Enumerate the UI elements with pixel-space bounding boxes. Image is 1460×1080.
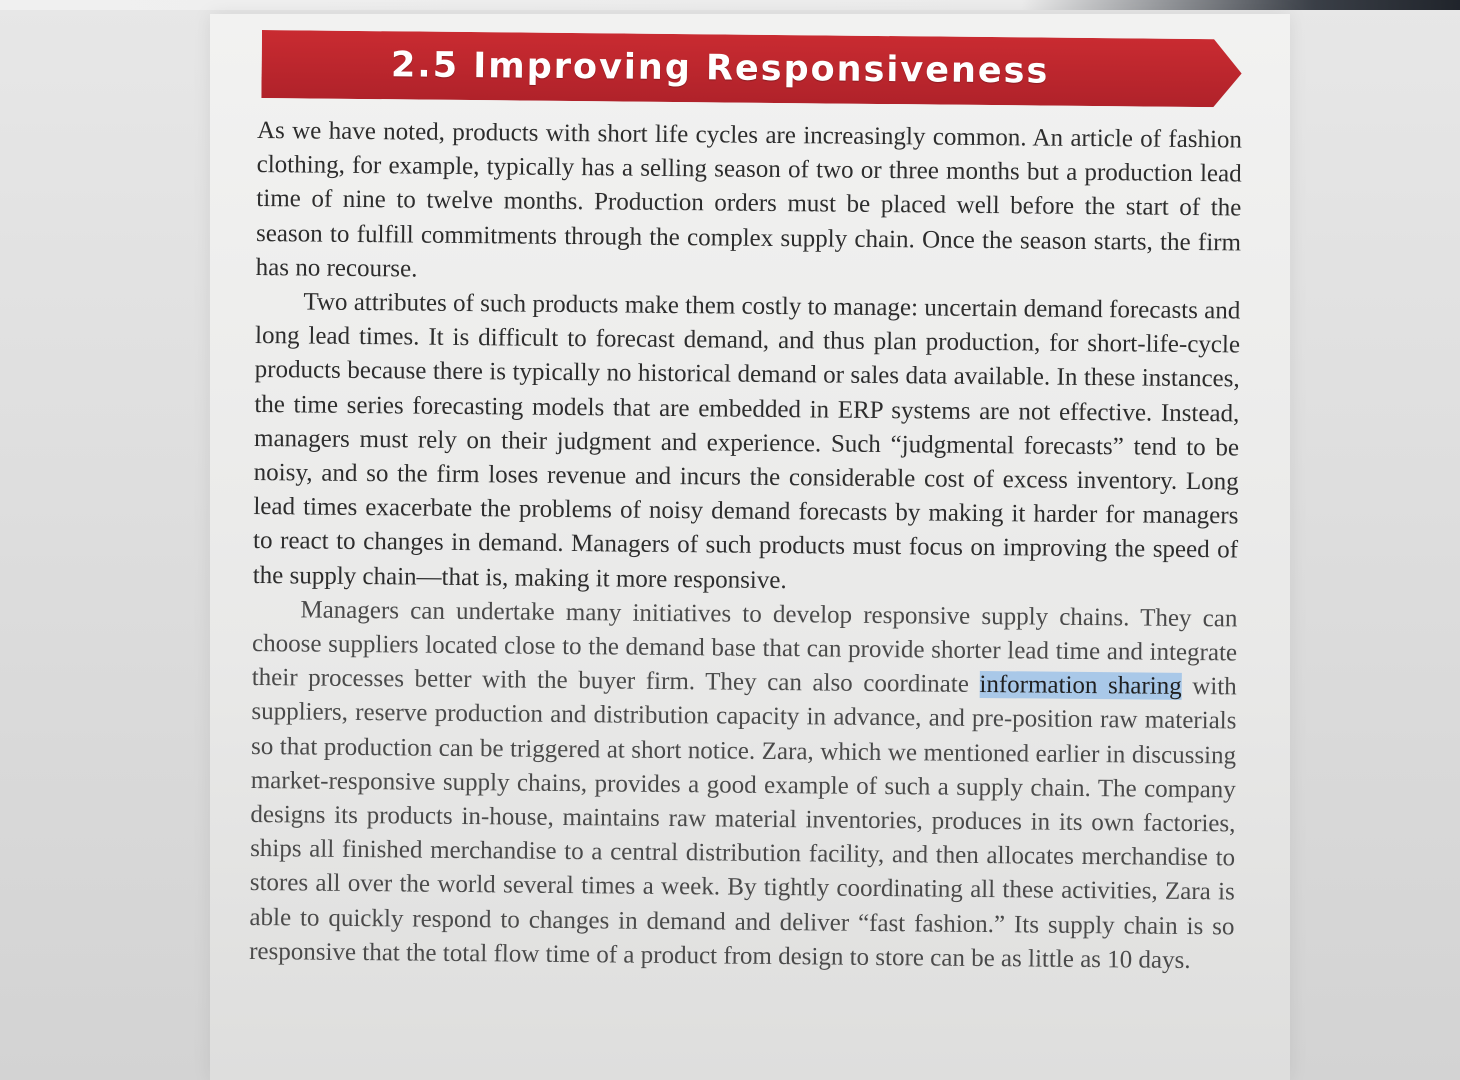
paragraph-3-end: with suppliers, reserve production and distribution capacity in advance, and pre-position raw materials so that production can be triggered at short notice. Zara, which we mentioned earlier in discussing market-responsive supply chains, provides a good example of such a supply chain. The company designs its products in-house, maintains raw material inventories, produces in its own factories, ships all finished merchandise to a central distribution facility, and then allocates merchandise to stores all over the world several times a week. By tightly coordinating all these activities, Zara is able to quickly respond to changes in demand and deliver “fast fashion.” Its supply chain is so responsive that the total flow time of a product from design to store can be as little as 10 days.: [249, 673, 1237, 974]
section-banner: [257, 30, 1243, 107]
paragraph-1: As we have noted, products with short life cycles are increasingly common. An article of fashion clothing, for example, typically has a selling season of two or three months but a production lead time of nine to twelve months. Production orders must be placed well before the start of the season to fulfill commitments through the complex supply chain. Once the season starts, the firm has no recourse.: [255, 116, 1243, 283]
selected-text-highlight[interactable]: information sharing: [979, 671, 1182, 701]
paragraph-3-start: Managers can undertake many initiatives to develop responsive supply chains. They can choose suppliers located close to the demand base that can provide shorter lead time and integrate their processes better with the buyer firm. They can also coordinate: [251, 596, 1238, 699]
section-title: 2.5 Improving Responsiveness: [390, 45, 1050, 92]
paragraph-2: Two attributes of such products make them costly to manage: uncertain demand forecasts and long lead times. It is difficult to forecast demand, and thus plan production, for short-life-cycle products because there is typically no historical demand or sales data available. In these instances, the time series forecasting models that are embedded in ERP systems are not effective. Instead, managers must rely on their judgment and experience. Such “judgmental forecasts” tend to be noisy, and so the firm loses revenue and incurs the considerable cost of excess inventory. Long lead times exacerbate the problems of noisy demand forecasts by making it harder for managers to react to changes in demand. Managers of such products must focus on improving the speed of the supply chain—that is, making it more responsive.: [252, 288, 1241, 594]
body-text: [249, 114, 1242, 978]
monitor-bezel: [0, 0, 1460, 10]
document-content: [249, 30, 1243, 978]
paragraph-3: [249, 593, 1238, 979]
